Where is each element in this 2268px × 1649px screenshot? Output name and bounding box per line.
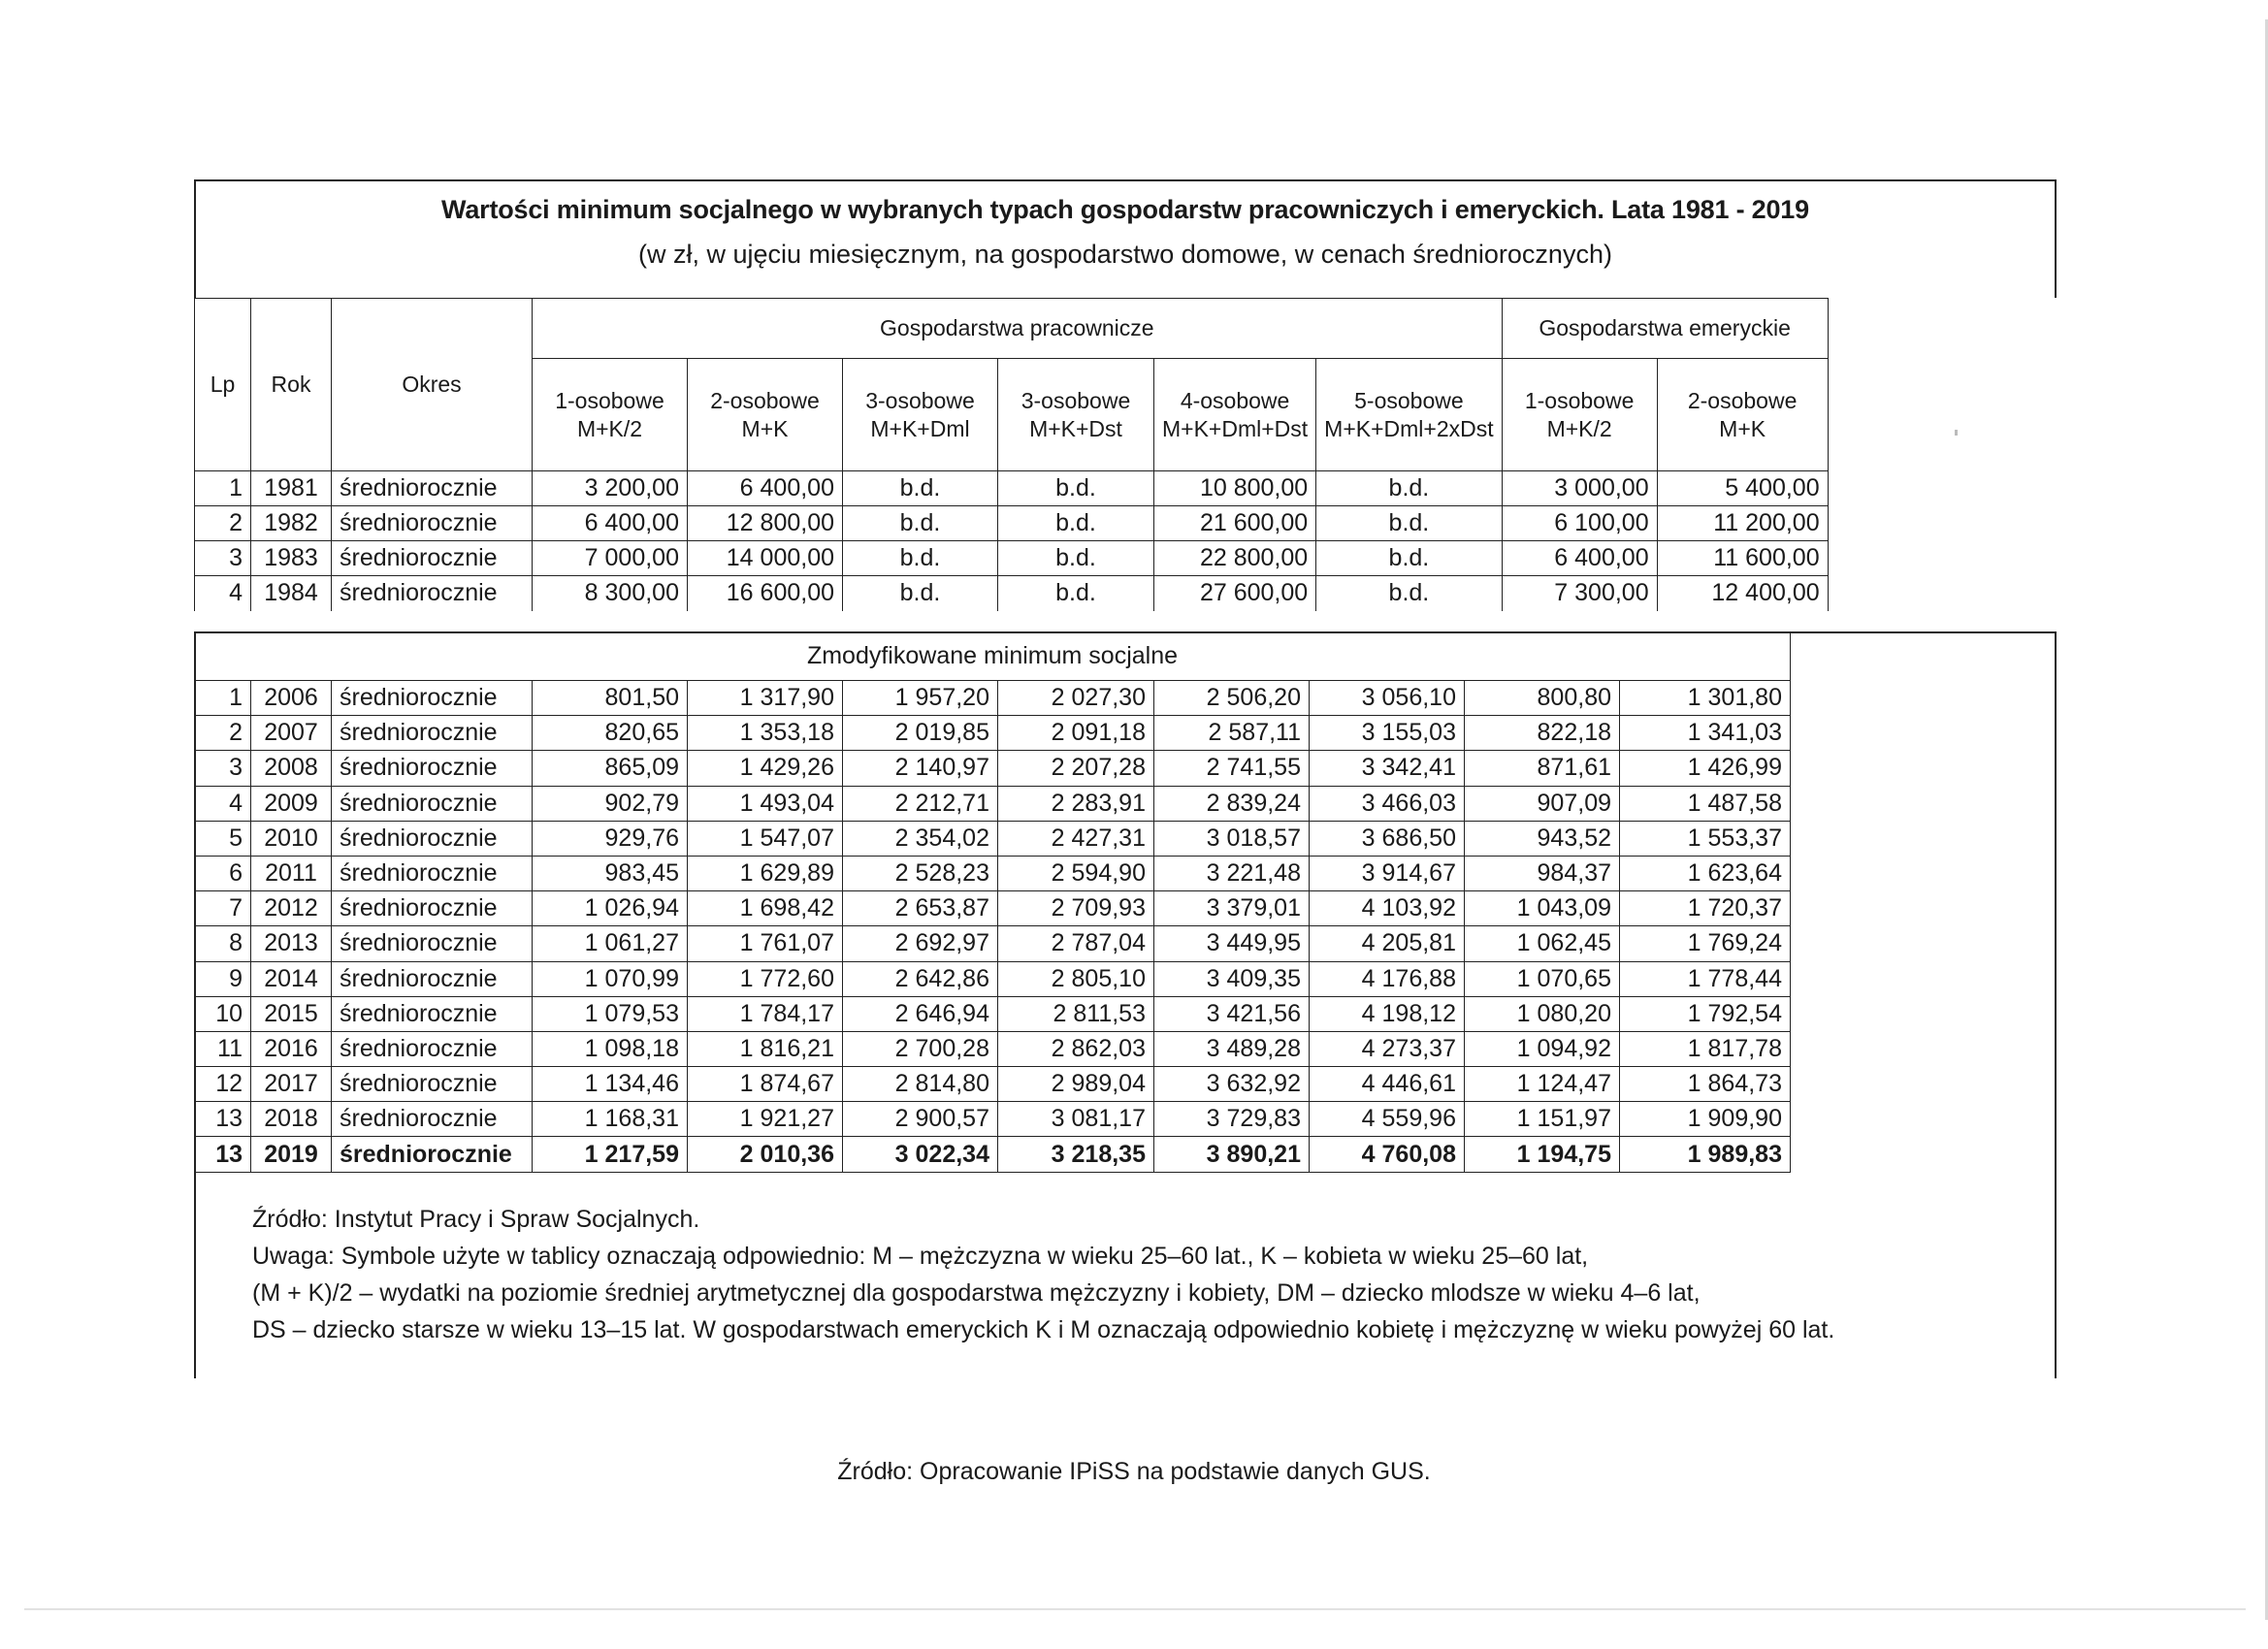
cell-workers-3-person-dst: b.d. bbox=[998, 471, 1154, 506]
table-row bbox=[195, 1137, 1791, 1172]
cell-lp: 11 bbox=[195, 1031, 251, 1066]
cell-lp: 1 bbox=[195, 681, 251, 716]
cell-workers-4-person: 3 489,28 bbox=[1154, 1031, 1310, 1066]
cell-workers-3-person-dst: b.d. bbox=[998, 506, 1154, 541]
table-row bbox=[195, 856, 1791, 890]
cell-pensioners-2-person: 1 817,78 bbox=[1620, 1031, 1791, 1066]
table-subtitle: (w zł, w ujęciu miesięcznym, na gospodarstwo domowe, w cenach średniorocznych) bbox=[638, 240, 1612, 269]
cell-workers-5-person: 4 103,92 bbox=[1310, 891, 1465, 926]
cell-workers-3-person-dst: 3 081,17 bbox=[998, 1102, 1154, 1137]
cell-workers-2-person: 14 000,00 bbox=[688, 541, 843, 576]
cell-okres: średniorocznie bbox=[332, 751, 533, 786]
cell-rok: 2012 bbox=[251, 891, 332, 926]
cell-lp: 5 bbox=[195, 821, 251, 856]
cell-workers-4-person: 3 890,21 bbox=[1154, 1137, 1310, 1172]
cell-rok: 2016 bbox=[251, 1031, 332, 1066]
cell-okres: średniorocznie bbox=[332, 821, 533, 856]
cell-lp: 6 bbox=[195, 856, 251, 890]
cell-rok: 2014 bbox=[251, 961, 332, 996]
cell-workers-3-person-dml: 1 957,20 bbox=[843, 681, 998, 716]
cell-pensioners-2-person: 1 553,37 bbox=[1620, 821, 1791, 856]
cell-workers-3-person-dst: 2 811,53 bbox=[998, 996, 1154, 1031]
table-row bbox=[195, 891, 1791, 926]
cell-workers-3-person-dst: 2 787,04 bbox=[998, 926, 1154, 961]
cell-lp: 13 bbox=[195, 1137, 251, 1172]
cell-workers-2-person: 12 800,00 bbox=[688, 506, 843, 541]
cell-okres: średniorocznie bbox=[332, 856, 533, 890]
cell-workers-2-person: 2 010,36 bbox=[688, 1137, 843, 1172]
cell-pensioners-2-person: 1 864,73 bbox=[1620, 1067, 1791, 1102]
cell-pensioners-2-person: 11 200,00 bbox=[1657, 506, 1828, 541]
cell-lp: 9 bbox=[195, 961, 251, 996]
cell-workers-3-person-dst: 2 427,31 bbox=[998, 821, 1154, 856]
cell-workers-3-person-dml: 2 653,87 bbox=[843, 891, 998, 926]
cell-workers-5-person: b.d. bbox=[1316, 471, 1502, 506]
cell-workers-3-person-dst: 2 989,04 bbox=[998, 1067, 1154, 1102]
cell-workers-5-person: b.d. bbox=[1316, 576, 1502, 611]
cell-pensioners-1-person: 1 151,97 bbox=[1465, 1102, 1620, 1137]
cell-rok: 1981 bbox=[251, 471, 332, 506]
cell-pensioners-1-person: 871,61 bbox=[1465, 751, 1620, 786]
cell-workers-3-person-dst: 2 091,18 bbox=[998, 716, 1154, 751]
cell-workers-2-person: 1 429,26 bbox=[688, 751, 843, 786]
cell-workers-1-person: 8 300,00 bbox=[533, 576, 688, 611]
cell-pensioners-1-person: 3 000,00 bbox=[1502, 471, 1657, 506]
cell-workers-3-person-dml: 2 140,97 bbox=[843, 751, 998, 786]
cell-okres: średniorocznie bbox=[332, 541, 533, 576]
note-symbols-1: Uwaga: Symbole użyte w tablicy oznaczają odpowiednio: M – mężczyzna w wieku 25–60 lat., K – kobieta w wieku 25–60 lat, bbox=[252, 1243, 1589, 1270]
cell-workers-2-person: 1 629,89 bbox=[688, 856, 843, 890]
cell-rok: 2017 bbox=[251, 1067, 332, 1102]
cell-okres: średniorocznie bbox=[332, 576, 533, 611]
cell-workers-3-person-dml: 2 212,71 bbox=[843, 786, 998, 821]
cell-workers-3-person-dst: 2 027,30 bbox=[998, 681, 1154, 716]
cell-okres: średniorocznie bbox=[332, 996, 533, 1031]
cell-rok: 2011 bbox=[251, 856, 332, 890]
table-row bbox=[195, 541, 1829, 576]
cell-workers-4-person: 3 018,57 bbox=[1154, 821, 1310, 856]
cell-workers-1-person: 1 079,53 bbox=[533, 996, 688, 1031]
cell-workers-2-person: 1 921,27 bbox=[688, 1102, 843, 1137]
cell-rok: 2009 bbox=[251, 786, 332, 821]
cell-pensioners-1-person: 1 194,75 bbox=[1465, 1137, 1620, 1172]
cell-workers-5-person: 4 176,88 bbox=[1310, 961, 1465, 996]
cell-pensioners-2-person: 12 400,00 bbox=[1657, 576, 1828, 611]
header-pensioners-2-person: 2-osobowe M+K bbox=[1657, 359, 1828, 471]
cell-workers-4-person: 3 379,01 bbox=[1154, 891, 1310, 926]
table-row bbox=[195, 821, 1791, 856]
cell-pensioners-2-person: 1 769,24 bbox=[1620, 926, 1791, 961]
cell-workers-3-person-dst: 2 805,10 bbox=[998, 961, 1154, 996]
header-okres: Okres bbox=[332, 299, 533, 471]
cell-okres: średniorocznie bbox=[332, 1137, 533, 1172]
cell-workers-5-person: 3 466,03 bbox=[1310, 786, 1465, 821]
cell-workers-1-person: 983,45 bbox=[533, 856, 688, 890]
cell-workers-3-person-dst: b.d. bbox=[998, 541, 1154, 576]
cell-pensioners-1-person: 800,80 bbox=[1465, 681, 1620, 716]
table-row bbox=[195, 716, 1791, 751]
table-title: Wartości minimum socjalnego w wybranych typach gospodarstw pracowniczych i emeryckich. Lata 1981 - 2019 bbox=[441, 195, 1809, 224]
cell-workers-3-person-dml: 2 642,86 bbox=[843, 961, 998, 996]
table-row bbox=[195, 1102, 1791, 1137]
header-lp: Lp bbox=[195, 299, 251, 471]
cell-workers-3-person-dml: b.d. bbox=[843, 576, 998, 611]
cell-lp: 2 bbox=[195, 506, 251, 541]
cell-lp: 2 bbox=[195, 716, 251, 751]
cell-pensioners-2-person: 1 341,03 bbox=[1620, 716, 1791, 751]
cell-rok: 1983 bbox=[251, 541, 332, 576]
cell-okres: średniorocznie bbox=[332, 716, 533, 751]
cell-rok: 2007 bbox=[251, 716, 332, 751]
cell-pensioners-2-person: 5 400,00 bbox=[1657, 471, 1828, 506]
cell-workers-4-person: 2 741,55 bbox=[1154, 751, 1310, 786]
note-symbols-3: DS – dziecko starsze w wieku 13–15 lat. W gospodarstwach emeryckich K i M oznaczają odpowiednio kobietę i mężczyznę w wieku powyżej 60 lat. bbox=[252, 1316, 1835, 1343]
header-group-pensioners: Gospodarstwa emeryckie bbox=[1502, 299, 1828, 359]
cell-workers-2-person: 1 784,17 bbox=[688, 996, 843, 1031]
cell-rok: 2008 bbox=[251, 751, 332, 786]
cell-pensioners-1-person: 984,37 bbox=[1465, 856, 1620, 890]
cell-workers-5-person: 4 559,96 bbox=[1310, 1102, 1465, 1137]
header-workers-3-person-dml: 3-osobowe M+K+Dml bbox=[843, 359, 998, 471]
cell-pensioners-1-person: 1 043,09 bbox=[1465, 891, 1620, 926]
cell-workers-4-person: 3 729,83 bbox=[1154, 1102, 1310, 1137]
cell-workers-5-person: 3 155,03 bbox=[1310, 716, 1465, 751]
cell-workers-2-person: 1 698,42 bbox=[688, 891, 843, 926]
cell-okres: średniorocznie bbox=[332, 961, 533, 996]
cell-okres: średniorocznie bbox=[332, 1102, 533, 1137]
cell-workers-5-person: 3 342,41 bbox=[1310, 751, 1465, 786]
cell-pensioners-2-person: 1 720,37 bbox=[1620, 891, 1791, 926]
cell-pensioners-1-person: 1 124,47 bbox=[1465, 1067, 1620, 1102]
notes-section bbox=[252, 1201, 2018, 1348]
modified-minimum-heading: Zmodyfikowane minimum socjalne bbox=[195, 632, 1791, 681]
cell-workers-1-person: 1 168,31 bbox=[533, 1102, 688, 1137]
cell-pensioners-1-person: 1 080,20 bbox=[1465, 996, 1620, 1031]
cell-workers-4-person: 3 421,56 bbox=[1154, 996, 1310, 1031]
cell-workers-4-person: 3 409,35 bbox=[1154, 961, 1310, 996]
cell-workers-4-person: 2 587,11 bbox=[1154, 716, 1310, 751]
cell-workers-1-person: 865,09 bbox=[533, 751, 688, 786]
cell-workers-3-person-dml: 2 354,02 bbox=[843, 821, 998, 856]
cell-pensioners-2-person: 1 426,99 bbox=[1620, 751, 1791, 786]
cell-workers-1-person: 1 026,94 bbox=[533, 891, 688, 926]
cell-lp: 13 bbox=[195, 1102, 251, 1137]
cell-workers-1-person: 820,65 bbox=[533, 716, 688, 751]
cell-workers-4-person: 21 600,00 bbox=[1154, 506, 1316, 541]
scan-speck bbox=[1955, 430, 1958, 436]
cell-workers-3-person-dml: b.d. bbox=[843, 471, 998, 506]
cell-lp: 3 bbox=[195, 541, 251, 576]
cell-workers-4-person: 2 506,20 bbox=[1154, 681, 1310, 716]
cell-workers-5-person: 3 056,10 bbox=[1310, 681, 1465, 716]
table-row bbox=[195, 961, 1791, 996]
cell-lp: 8 bbox=[195, 926, 251, 961]
header-workers-1-person: 1-osobowe M+K/2 bbox=[533, 359, 688, 471]
cell-okres: średniorocznie bbox=[332, 1067, 533, 1102]
cell-workers-4-person: 10 800,00 bbox=[1154, 471, 1316, 506]
cell-workers-1-person: 929,76 bbox=[533, 821, 688, 856]
table-row bbox=[195, 996, 1791, 1031]
cell-workers-5-person: b.d. bbox=[1316, 541, 1502, 576]
cell-workers-5-person: 4 446,61 bbox=[1310, 1067, 1465, 1102]
cell-workers-4-person: 27 600,00 bbox=[1154, 576, 1316, 611]
title-box bbox=[194, 179, 2057, 298]
cell-workers-1-person: 1 217,59 bbox=[533, 1137, 688, 1172]
cell-workers-3-person-dml: 2 019,85 bbox=[843, 716, 998, 751]
table-row bbox=[195, 471, 1829, 506]
cell-workers-3-person-dst: 2 283,91 bbox=[998, 786, 1154, 821]
cell-okres: średniorocznie bbox=[332, 926, 533, 961]
cell-workers-3-person-dml: 2 692,97 bbox=[843, 926, 998, 961]
cell-pensioners-1-person: 822,18 bbox=[1465, 716, 1620, 751]
cell-pensioners-2-person: 1 623,64 bbox=[1620, 856, 1791, 890]
cell-okres: średniorocznie bbox=[332, 1031, 533, 1066]
cell-workers-3-person-dst: 2 862,03 bbox=[998, 1031, 1154, 1066]
cell-pensioners-2-person: 11 600,00 bbox=[1657, 541, 1828, 576]
cell-workers-3-person-dml: 2 646,94 bbox=[843, 996, 998, 1031]
cell-workers-3-person-dml: 2 900,57 bbox=[843, 1102, 998, 1137]
cell-okres: średniorocznie bbox=[332, 681, 533, 716]
cell-workers-4-person: 2 839,24 bbox=[1154, 786, 1310, 821]
cell-rok: 2006 bbox=[251, 681, 332, 716]
header-pensioners-1-person: 1-osobowe M+K/2 bbox=[1502, 359, 1657, 471]
cell-workers-5-person: 4 205,81 bbox=[1310, 926, 1465, 961]
cell-okres: średniorocznie bbox=[332, 786, 533, 821]
cell-workers-3-person-dml: 2 528,23 bbox=[843, 856, 998, 890]
cell-lp: 1 bbox=[195, 471, 251, 506]
cell-workers-3-person-dst: 2 709,93 bbox=[998, 891, 1154, 926]
cell-pensioners-1-person: 1 094,92 bbox=[1465, 1031, 1620, 1066]
page-edge-bottom bbox=[24, 1608, 2246, 1610]
cell-workers-2-person: 6 400,00 bbox=[688, 471, 843, 506]
cell-lp: 4 bbox=[195, 786, 251, 821]
cell-pensioners-1-person: 7 300,00 bbox=[1502, 576, 1657, 611]
table-row bbox=[195, 681, 1791, 716]
header-workers-5-person: 5-osobowe M+K+Dml+2xDst bbox=[1316, 359, 1502, 471]
table-modified-2006-2019 bbox=[194, 631, 1791, 1173]
cell-workers-1-person: 1 134,46 bbox=[533, 1067, 688, 1102]
cell-okres: średniorocznie bbox=[332, 471, 533, 506]
cell-workers-2-person: 1 353,18 bbox=[688, 716, 843, 751]
footer-source: Źródło: Opracowanie IPiSS na podstawie danych GUS. bbox=[837, 1458, 1431, 1485]
cell-lp: 4 bbox=[195, 576, 251, 611]
cell-workers-3-person-dst: b.d. bbox=[998, 576, 1154, 611]
cell-lp: 12 bbox=[195, 1067, 251, 1102]
cell-workers-2-person: 1 493,04 bbox=[688, 786, 843, 821]
cell-workers-5-person: 3 914,67 bbox=[1310, 856, 1465, 890]
cell-okres: średniorocznie bbox=[332, 891, 533, 926]
cell-workers-1-person: 6 400,00 bbox=[533, 506, 688, 541]
table-1981-1984 bbox=[194, 298, 1829, 611]
cell-pensioners-2-person: 1 487,58 bbox=[1620, 786, 1791, 821]
cell-workers-4-person: 3 632,92 bbox=[1154, 1067, 1310, 1102]
cell-pensioners-1-person: 907,09 bbox=[1465, 786, 1620, 821]
cell-okres: średniorocznie bbox=[332, 506, 533, 541]
header-workers-4-person: 4-osobowe M+K+Dml+Dst bbox=[1154, 359, 1316, 471]
cell-rok: 2019 bbox=[251, 1137, 332, 1172]
cell-workers-1-person: 1 061,27 bbox=[533, 926, 688, 961]
cell-lp: 10 bbox=[195, 996, 251, 1031]
cell-pensioners-1-person: 1 070,65 bbox=[1465, 961, 1620, 996]
table-row bbox=[195, 506, 1829, 541]
cell-workers-1-person: 1 070,99 bbox=[533, 961, 688, 996]
cell-workers-4-person: 3 449,95 bbox=[1154, 926, 1310, 961]
table-row bbox=[195, 926, 1791, 961]
cell-pensioners-1-person: 6 100,00 bbox=[1502, 506, 1657, 541]
cell-workers-5-person: 4 198,12 bbox=[1310, 996, 1465, 1031]
cell-pensioners-1-person: 1 062,45 bbox=[1465, 926, 1620, 961]
cell-workers-3-person-dml: 2 700,28 bbox=[843, 1031, 998, 1066]
cell-workers-2-person: 1 816,21 bbox=[688, 1031, 843, 1066]
header-group-workers: Gospodarstwa pracownicze bbox=[533, 299, 1503, 359]
cell-rok: 2015 bbox=[251, 996, 332, 1031]
cell-workers-3-person-dst: 2 594,90 bbox=[998, 856, 1154, 890]
cell-rok: 1984 bbox=[251, 576, 332, 611]
cell-workers-2-person: 1 547,07 bbox=[688, 821, 843, 856]
cell-pensioners-2-person: 1 909,90 bbox=[1620, 1102, 1791, 1137]
cell-workers-1-person: 1 098,18 bbox=[533, 1031, 688, 1066]
table-row bbox=[195, 1031, 1791, 1066]
cell-workers-3-person-dst: 2 207,28 bbox=[998, 751, 1154, 786]
cell-workers-5-person: b.d. bbox=[1316, 506, 1502, 541]
cell-rok: 2010 bbox=[251, 821, 332, 856]
cell-workers-2-person: 1 761,07 bbox=[688, 926, 843, 961]
cell-rok: 2013 bbox=[251, 926, 332, 961]
cell-workers-3-person-dml: b.d. bbox=[843, 541, 998, 576]
cell-rok: 1982 bbox=[251, 506, 332, 541]
cell-pensioners-2-person: 1 989,83 bbox=[1620, 1137, 1791, 1172]
cell-workers-2-person: 16 600,00 bbox=[688, 576, 843, 611]
cell-workers-4-person: 3 221,48 bbox=[1154, 856, 1310, 890]
cell-workers-5-person: 4 273,37 bbox=[1310, 1031, 1465, 1066]
header-workers-3-person-dst: 3-osobowe M+K+Dst bbox=[998, 359, 1154, 471]
cell-workers-3-person-dml: 3 022,34 bbox=[843, 1137, 998, 1172]
table-row bbox=[195, 1067, 1791, 1102]
cell-pensioners-2-person: 1 301,80 bbox=[1620, 681, 1791, 716]
cell-workers-4-person: 22 800,00 bbox=[1154, 541, 1316, 576]
table-row bbox=[195, 576, 1829, 611]
table-row bbox=[195, 786, 1791, 821]
cell-workers-3-person-dml: b.d. bbox=[843, 506, 998, 541]
cell-workers-5-person: 3 686,50 bbox=[1310, 821, 1465, 856]
note-symbols-2: (M + K)/2 – wydatki na poziomie średniej arytmetycznej dla gospodarstwa mężczyzny i kobiety, DM – dziecko mlodsze w wieku 4–6 lat, bbox=[252, 1279, 1701, 1307]
cell-workers-5-person: 4 760,08 bbox=[1310, 1137, 1465, 1172]
cell-workers-2-person: 1 874,67 bbox=[688, 1067, 843, 1102]
cell-workers-3-person-dst: 3 218,35 bbox=[998, 1137, 1154, 1172]
header-workers-2-person: 2-osobowe M+K bbox=[688, 359, 843, 471]
note-source: Źródło: Instytut Pracy i Spraw Socjalnych. bbox=[252, 1206, 700, 1233]
header-rok: Rok bbox=[251, 299, 332, 471]
cell-lp: 3 bbox=[195, 751, 251, 786]
cell-lp: 7 bbox=[195, 891, 251, 926]
cell-workers-1-person: 7 000,00 bbox=[533, 541, 688, 576]
cell-pensioners-1-person: 943,52 bbox=[1465, 821, 1620, 856]
cell-rok: 2018 bbox=[251, 1102, 332, 1137]
table-row bbox=[195, 751, 1791, 786]
cell-workers-1-person: 902,79 bbox=[533, 786, 688, 821]
cell-pensioners-1-person: 6 400,00 bbox=[1502, 541, 1657, 576]
cell-pensioners-2-person: 1 778,44 bbox=[1620, 961, 1791, 996]
cell-pensioners-2-person: 1 792,54 bbox=[1620, 996, 1791, 1031]
cell-workers-1-person: 3 200,00 bbox=[533, 471, 688, 506]
cell-workers-2-person: 1 772,60 bbox=[688, 961, 843, 996]
cell-workers-3-person-dml: 2 814,80 bbox=[843, 1067, 998, 1102]
cell-workers-2-person: 1 317,90 bbox=[688, 681, 843, 716]
cell-workers-1-person: 801,50 bbox=[533, 681, 688, 716]
